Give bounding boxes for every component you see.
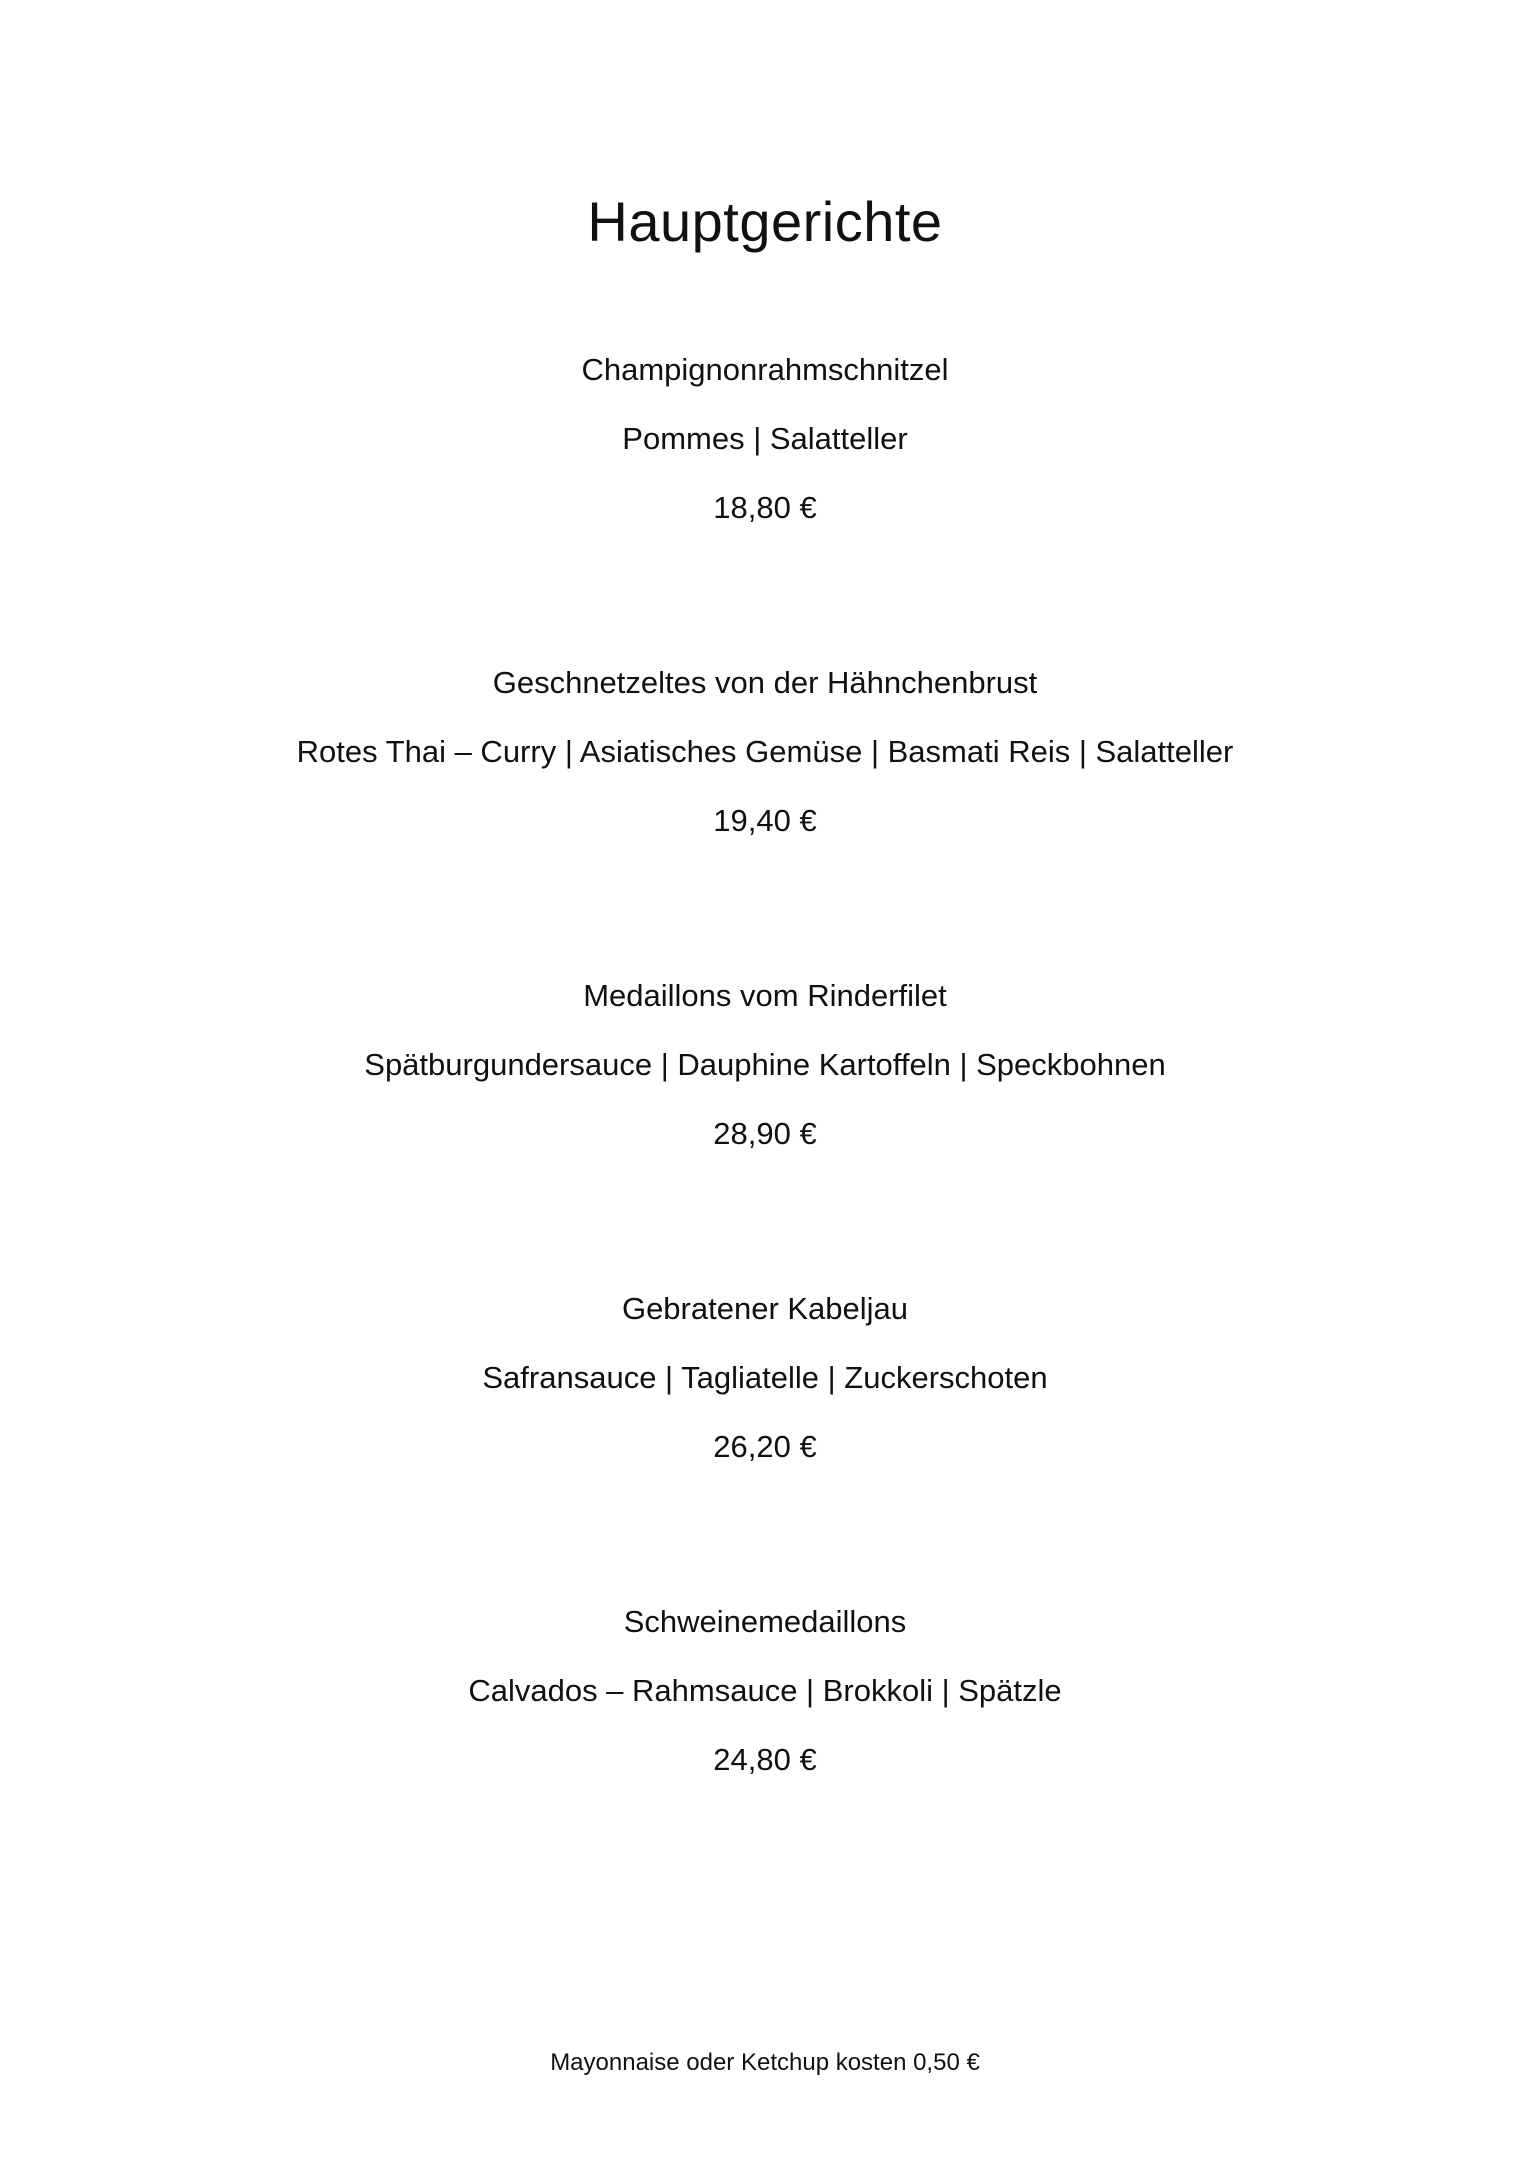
dish-price: 18,80 €: [713, 490, 817, 525]
dish-item: [0, 1602, 1530, 1780]
dish-item: [0, 976, 1530, 1154]
dish-sides: Rotes Thai – Curry | Asiatisches Gemüse | Basmati Reis | Salatteller: [296, 734, 1234, 769]
dish-price: 24,80 €: [713, 1742, 817, 1777]
dish-list: [0, 350, 1530, 1915]
dish-name: Schweinemedaillons: [623, 1604, 907, 1639]
dish-name: Medaillons vom Rinderfilet: [583, 978, 947, 1013]
dish-price: 19,40 €: [713, 803, 817, 838]
dish-price: 28,90 €: [713, 1116, 817, 1151]
dish-item: [0, 663, 1530, 841]
dish-sides: Safransauce | Tagliatelle | Zuckerschoten: [482, 1360, 1048, 1395]
dish-price: 26,20 €: [713, 1429, 817, 1464]
dish-name: Geschnetzeltes von der Hähnchenbrust: [492, 665, 1038, 700]
dish-name: Gebratener Kabeljau: [621, 1291, 909, 1326]
dish-item: [0, 1289, 1530, 1467]
page-title: Hauptgerichte: [587, 190, 943, 253]
dish-sides: Spätburgundersauce | Dauphine Kartoffeln | Speckbohnen: [364, 1047, 1166, 1082]
footer-note: Mayonnaise oder Ketchup kosten 0,50 €: [550, 2049, 980, 2076]
dish-name: Champignonrahmschnitzel: [581, 352, 949, 387]
dish-sides: Pommes | Salatteller: [622, 421, 908, 456]
dish-item: [0, 350, 1530, 528]
dish-sides: Calvados – Rahmsauce | Brokkoli | Spätzle: [468, 1673, 1062, 1708]
